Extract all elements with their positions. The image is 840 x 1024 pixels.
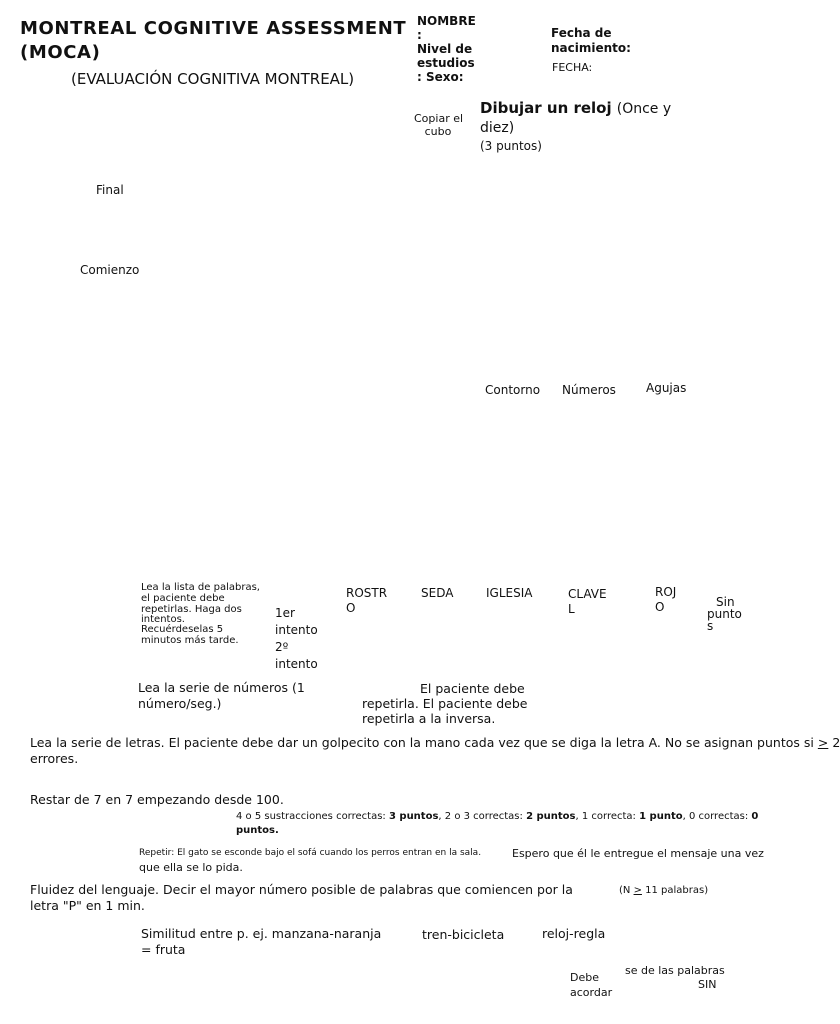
- memory-instr-line: minutos más tarde.: [141, 635, 239, 646]
- letters-count: 2: [832, 735, 840, 750]
- title-line-1: MONTREAL COGNITIVE ASSESSMENT: [20, 18, 407, 39]
- letters-ge-sign: >: [817, 735, 829, 750]
- birthdate-line-1: Fecha de: [551, 26, 612, 40]
- memory-word-3: IGLESIA: [486, 586, 533, 600]
- no-points-1: Sin: [716, 595, 735, 609]
- fluency-n-post: 11 palabras): [641, 885, 709, 896]
- attempt-2-b: intento: [275, 657, 318, 671]
- memory-word-4: [568, 587, 607, 617]
- clock-points: (3 puntos): [480, 139, 542, 153]
- clock-contour-label: Contorno: [485, 383, 541, 397]
- birthdate-line-2: nacimiento:: [551, 41, 631, 55]
- attempt-labels: [275, 605, 318, 673]
- trail-final-label: Final: [96, 183, 124, 197]
- letters-line-1: Lea la serie de letras. El paciente debe dar un golpecito con la mano cada vez que se diga la letra A. No se asignan puntos si: [30, 735, 814, 750]
- attempt-1-a: 1er: [275, 606, 295, 620]
- sexo-text: : Sexo:: [417, 70, 464, 84]
- letters-line-2: errores.: [30, 751, 79, 766]
- memory-word-1-a: ROSTR: [346, 586, 388, 600]
- memory-word-5: [655, 585, 676, 615]
- repeat-sentence-2a: Espero que él le entregue el mensaje una vez: [512, 847, 764, 860]
- repeat-fwd-2: repetirla. El paciente debe: [362, 696, 528, 711]
- fluency-ge-sign: >: [633, 885, 642, 896]
- no-points-3: s: [707, 619, 714, 633]
- clock-paren-2: diez): [480, 120, 515, 136]
- copy-cube-line-1: Copiar el: [414, 112, 464, 125]
- fluency-line-2: letra "P" en 1 min.: [30, 898, 145, 913]
- recall-acordar: acordar: [570, 986, 613, 999]
- clock-title: Dibujar un reloj: [480, 99, 612, 117]
- memory-word-2: SEDA: [421, 586, 454, 600]
- digits-repeat-instructions: [362, 681, 528, 726]
- memory-word-1-b: O: [346, 601, 356, 615]
- recall-words-label: [625, 964, 725, 992]
- similarity-pair-2: reloj-regla: [542, 926, 606, 941]
- memory-word-5-b: O: [655, 600, 665, 614]
- scoring-text: , 2 o 3 correctas:: [438, 811, 527, 822]
- repeat-sentence-1: Repetir: El gato se esconde bajo el sofá cuando los perros entran en la sala.: [139, 848, 482, 858]
- scoring-line-2: puntos.: [236, 825, 279, 836]
- recall-instruction: [570, 970, 612, 1000]
- estudios-text: estudios: [417, 56, 475, 70]
- letters-instructions: [30, 735, 840, 767]
- nivel-text: Nivel de: [417, 42, 473, 56]
- no-points-2: punto: [707, 607, 742, 621]
- copy-cube-label: [414, 112, 462, 138]
- clock-paren: (Once y: [616, 101, 672, 117]
- nombre-colon: :: [417, 28, 422, 42]
- fluency-line-1: Fluidez del lenguaje. Decir el mayor número posible de palabras que comiencen por la: [30, 882, 573, 897]
- memory-word-4-b: L: [568, 602, 575, 616]
- clock-instructions: [480, 98, 671, 154]
- no-points-label: [707, 596, 742, 632]
- similarity-pair-1: tren-bicicleta: [422, 927, 505, 942]
- memory-instructions: [141, 582, 260, 646]
- memory-instr-line: repetirlas. Haga dos: [141, 604, 242, 615]
- trail-start-label: Comienzo: [80, 263, 140, 277]
- scoring-points: 2 puntos: [526, 811, 576, 822]
- similarity-line-1: Similitud entre p. ej. manzana-naranja: [141, 926, 382, 941]
- clock-hands-label: Agujas: [646, 381, 687, 395]
- copy-cube-line-2: cubo: [424, 125, 452, 138]
- similarity-line-2: = fruta: [141, 942, 186, 957]
- digits-line-1: Lea la serie de números (1: [138, 680, 305, 695]
- memory-instr-line: intentos.: [141, 614, 185, 625]
- digits-instructions: [138, 680, 305, 712]
- scoring-points: 1 punto: [639, 811, 683, 822]
- scoring-points: 0: [751, 811, 759, 822]
- memory-instr-line: Recuérdeselas 5: [141, 624, 224, 635]
- recall-palabras: se de las palabras: [625, 964, 725, 977]
- nombre-label: [417, 14, 476, 84]
- similarity-instructions: [141, 926, 381, 958]
- memory-word-1: [346, 586, 387, 616]
- repeat-bwd: repetirla a la inversa.: [362, 711, 496, 726]
- memory-instr-line: el paciente debe: [141, 593, 225, 604]
- repeat-fwd-1: El paciente debe: [420, 681, 525, 696]
- fluency-threshold: [619, 885, 708, 896]
- serial7-instruction: Restar de 7 en 7 empezando desde 100.: [30, 792, 284, 807]
- scoring-text: 4 o 5 sustracciones correctas:: [236, 811, 389, 822]
- date-label: FECHA:: [552, 61, 593, 74]
- fluency-n-pre: (N: [619, 885, 634, 896]
- fluency-instructions: [30, 882, 573, 914]
- scoring-text: , 1 correcta:: [575, 811, 640, 822]
- memory-word-5-a: ROJ: [655, 585, 677, 599]
- attempt-1-b: intento: [275, 623, 318, 637]
- subtitle: (EVALUACIÓN COGNITIVA MONTREAL): [71, 70, 355, 88]
- memory-word-4-a: CLAVE: [568, 587, 607, 601]
- scoring-points: 3 puntos: [388, 811, 439, 822]
- attempt-2-a: 2º: [275, 640, 289, 654]
- repeat-sentence-2: [139, 847, 764, 875]
- serial7-scoring: [236, 810, 758, 838]
- memory-instr-line: Lea la lista de palabras,: [141, 582, 260, 593]
- scoring-text: , 0 correctas:: [682, 811, 752, 822]
- birthdate-label: [551, 26, 631, 56]
- repeat-sentence-2b: que ella se lo pida.: [139, 861, 243, 874]
- recall-debe: Debe: [570, 971, 599, 984]
- recall-sin: SIN: [698, 978, 717, 991]
- clock-numbers-label: Números: [562, 383, 616, 397]
- digits-line-2: número/seg.): [138, 696, 222, 711]
- title-line-2: (MOCA): [20, 42, 101, 63]
- nombre-text: NOMBRE: [417, 14, 476, 28]
